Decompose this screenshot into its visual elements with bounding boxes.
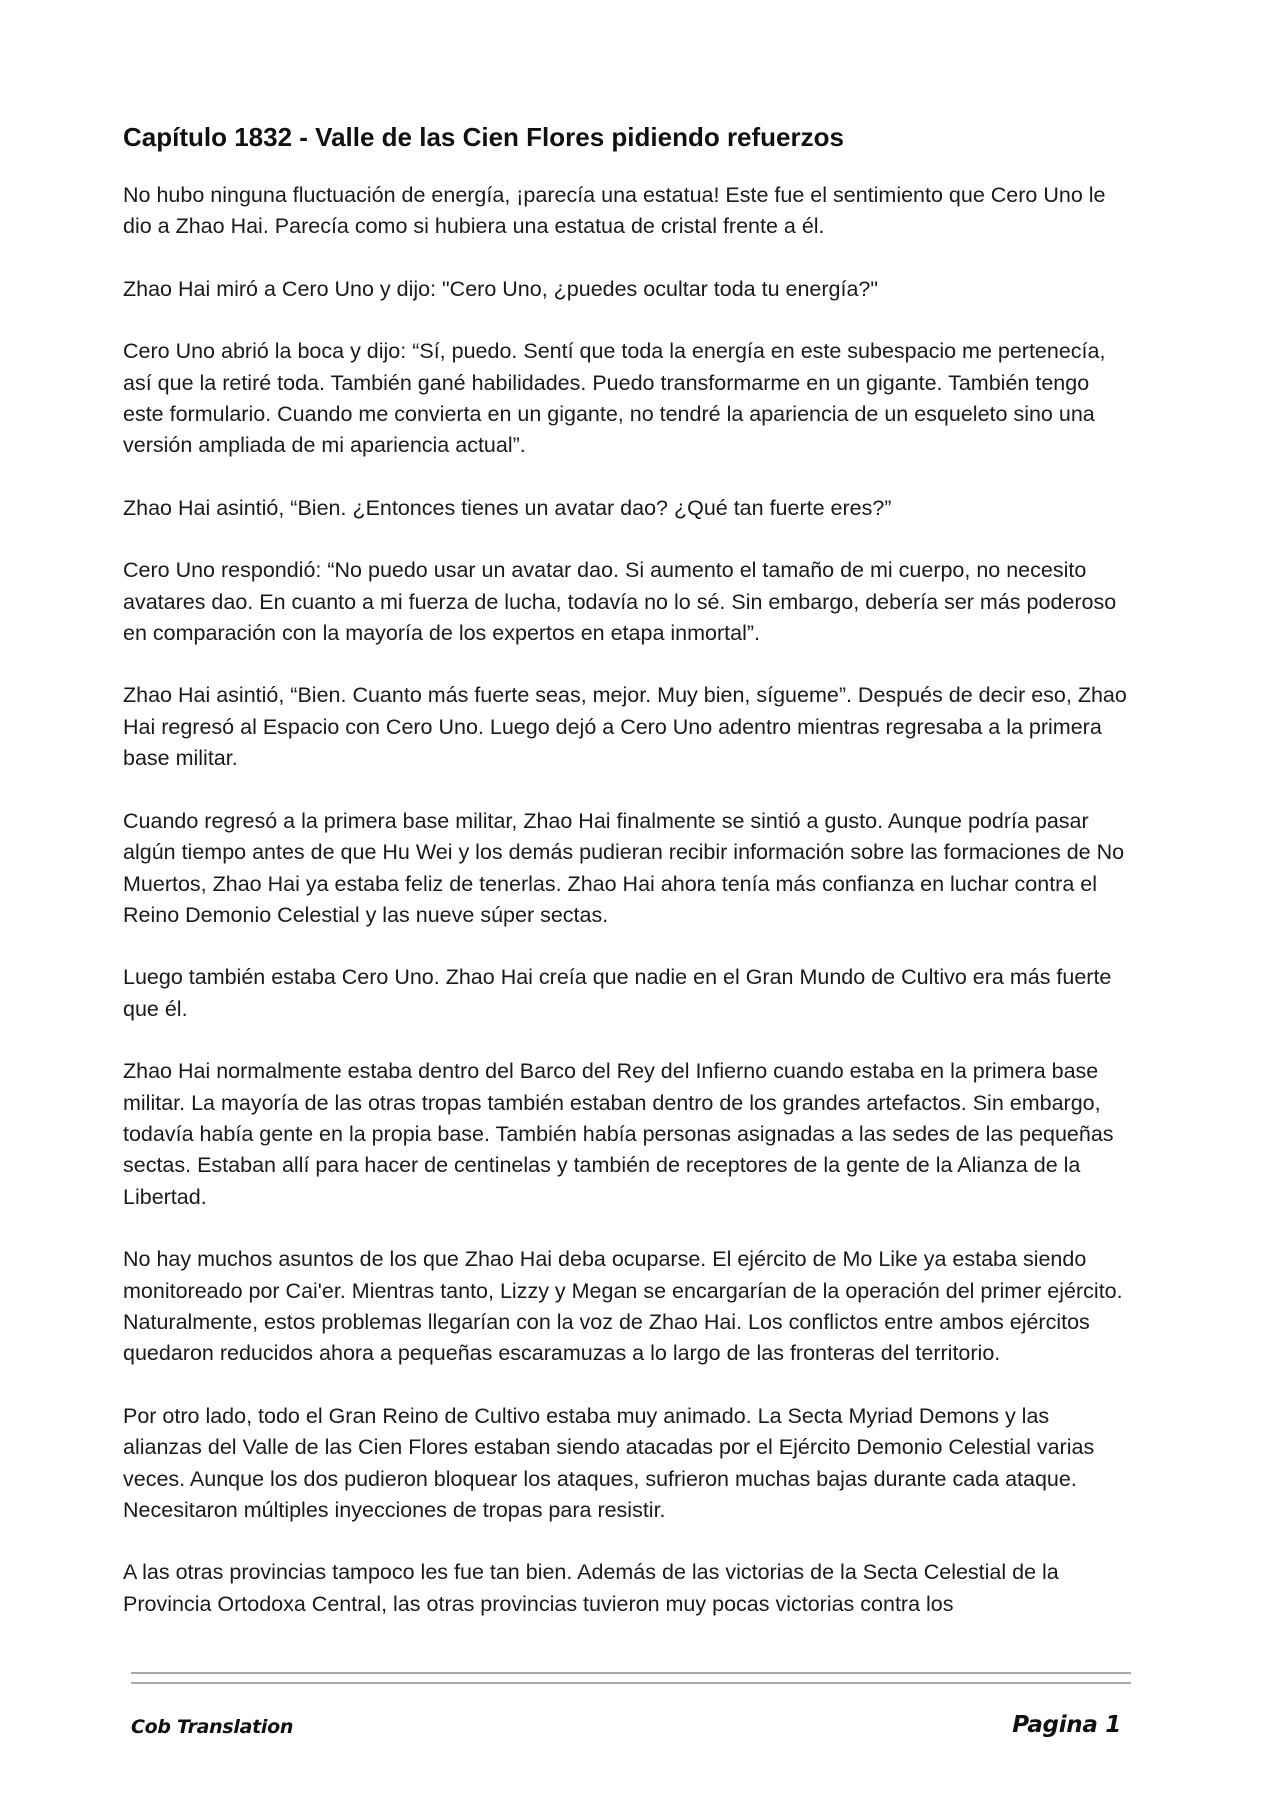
paragraph: Cero Uno abrió la boca y dijo: “Sí, puedo. Sentí que toda la energía en este subespacio me pertenecía, así que la retiré toda. También gané habilidades. Puedo transformarme en un gigante. También tengo este formulario. Cuando me convierta en un gigante, no tendré la apariencia de un esqueleto sino una versión ampliada de mi apariencia actual”. [123, 339, 1106, 458]
footer-credit: Cob Translation [131, 1716, 294, 1738]
paragraph: Zhao Hai miró a Cero Uno y dijo: "Cero Uno, ¿puedes ocultar toda tu energía?" [123, 276, 879, 301]
paragraph: Zhao Hai asintió, “Bien. Cuanto más fuerte seas, mejor. Muy bien, sígueme”. Después de decir eso, Zhao Hai regresó al Espacio con Cero Uno. Luego dejó a Cero Uno adentro mientras regresaba a la primera base militar. [123, 683, 1127, 771]
footer-divider-top [131, 1672, 1131, 1674]
paragraph: Cuando regresó a la primera base militar, Zhao Hai finalmente se sintió a gusto. Aunque podría pasar algún tiempo antes de que Hu Wei y los demás pudieran recibir información sobre las formaciones de No Muertos, Zhao Hai ya estaba feliz de tenerlas. Zhao Hai ahora tenía más confianza en luchar contra el Reino Demonio Celestial y las nueve súper sectas. [123, 808, 1125, 927]
paragraph: No hay muchos asuntos de los que Zhao Hai deba ocuparse. El ejército de Mo Like ya estaba siendo monitoreado por Cai'er. Mientras tanto, Lizzy y Megan se encargarían de la operación del primer ejército. Naturalmente, estos problemas llegarían con la voz de Zhao Hai. Los conflictos entre ambos ejércitos quedaron reducidos ahora a pequeñas escaramuzas a lo largo de las fronteras del territorio. [123, 1247, 1123, 1366]
paragraph: Por otro lado, todo el Gran Reino de Cultivo estaba muy animado. La Secta Myriad Demons y las alianzas del Valle de las Cien Flores estaban siendo atacadas por el Ejército Demonio Celestial varias veces. Aunque los dos pudieron bloquear los ataques, sufrieron muchas bajas durante cada ataque. Necesitaron múltiples inyecciones de tropas para resistir. [123, 1403, 1095, 1522]
paragraph: A las otras provincias tampoco les fue tan bien. Además de las victorias de la Secta Celestial de la Provincia Ortodoxa Central, las otras provincias tuvieron muy pocas victorias contra los [123, 1560, 1059, 1616]
paragraph: Luego también estaba Cero Uno. Zhao Hai creía que nadie en el Gran Mundo de Cultivo era más fuerte que él. [123, 965, 1112, 1021]
paragraph: Zhao Hai asintió, “Bien. ¿Entonces tienes un avatar dao? ¿Qué tan fuerte eres?” [123, 495, 892, 520]
paragraph: Cero Uno respondió: “No puedo usar un avatar dao. Si aumento el tamaño de mi cuerpo, no necesito avatares dao. En cuanto a mi fuerza de lucha, todavía no lo sé. Sin embargo, debería ser más poderoso en comparación con la mayoría de los expertos en etapa inmortal”. [123, 558, 1117, 646]
page-number: Pagina 1 [1012, 1712, 1121, 1738]
document-body [123, 120, 1133, 1651]
paragraph: No hubo ninguna fluctuación de energía, ¡parecía una estatua! Este fue el sentimiento que Cero Uno le dio a Zhao Hai. Parecía como si hubiera una estatua de cristal frente a él. [123, 183, 1106, 239]
footer-divider-bottom [131, 1682, 1131, 1684]
chapter-title: Capítulo 1832 - Valle de las Cien Flores pidiendo refuerzos [123, 122, 844, 152]
paragraph: Zhao Hai normalmente estaba dentro del Barco del Rey del Infierno cuando estaba en la primera base militar. La mayoría de las otras tropas también estaban dentro de los grandes artefactos. Sin embargo, todavía había gente en la propia base. También había personas asignadas a las sedes de las pequeñas sectas. Estaban allí para hacer de centinelas y también de receptores de la gente de la Alianza de la Libertad. [123, 1059, 1114, 1209]
